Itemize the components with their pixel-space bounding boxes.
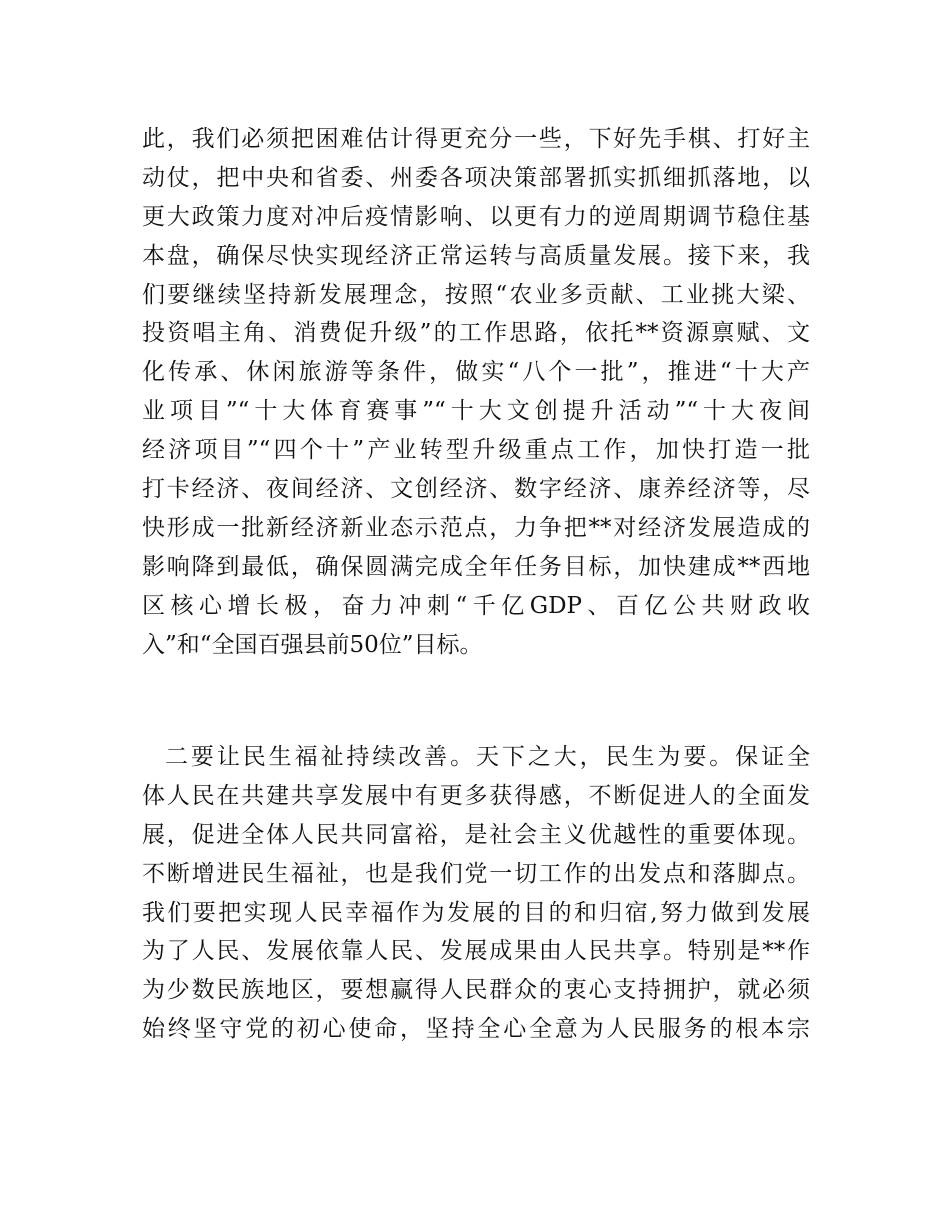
text-line: 打卡经济、夜间经济、文创经济、数字经济、康养经济等，尽: [142, 476, 810, 503]
text-line: 为少数民族地区，要想赢得人民群众的衷心支持拥护，就必须: [142, 977, 810, 1004]
text-line: 业项目”“十大体育赛事”“十大文创提升活动”“十大夜间: [142, 398, 810, 425]
text-line: 不断增进民生福祉，也是我们党一切工作的出发点和落脚点。: [142, 860, 810, 887]
text-line: 为了人民、发展依靠人民、发展成果由人民共享。特别是**作: [142, 938, 810, 965]
text-line: 区核心增长极，奋力冲刺“千亿GDP、百亿公共财政收: [142, 592, 810, 619]
text-line: 体人民在共建共享发展中有更多获得感，不断促进人的全面发: [142, 782, 810, 809]
paragraph-1: [142, 120, 810, 664]
text-line: 二要让民生福祉持续改善。天下之大，民生为要。保证全: [165, 744, 810, 770]
text-line: 此，我们必须把困难估计得更充分一些，下好先手棋、打好主: [142, 126, 810, 152]
text-line: 投资唱主角、消费促升级”的工作思路，依托**资源禀赋、文: [142, 320, 810, 347]
text-line: 更大政策力度对冲后疫情影响、以更有力的逆周期调节稳住基: [142, 203, 810, 230]
text-line: 经济项目”“四个十”产业转型升级重点工作，加快打造一批: [142, 437, 810, 464]
text-line: 化传承、休闲旅游等条件，做实“八个一批”，推进“十大产: [142, 359, 810, 386]
paragraph-2: [142, 738, 810, 1049]
text-line: 本盘，确保尽快实现经济正常运转与高质量发展。接下来，我: [142, 242, 810, 269]
text-line: 快形成一批新经济新业态示范点，力争把**对经济发展造成的: [142, 514, 810, 541]
text-line: 入”和“全国百强县前50位”目标。: [142, 631, 483, 658]
text-line: 们要继续坚持新发展理念，按照“农业多贡献、工业挑大梁、: [142, 281, 810, 308]
text-line: 始终坚守党的初心使命，坚持全心全意为人民服务的根本宗: [142, 1016, 810, 1043]
text-line: 我们要把实现人民幸福作为发展的目的和归宿,努力做到发展: [142, 899, 810, 926]
text-line: 动仗，把中央和省委、州委各项决策部署抓实抓细抓落地，以: [142, 164, 810, 191]
text-line: 展，促进全体人民共同富裕，是社会主义优越性的重要体现。: [142, 821, 810, 848]
text-line: 影响降到最低，确保圆满完成全年任务目标，加快建成**西地: [142, 553, 810, 580]
